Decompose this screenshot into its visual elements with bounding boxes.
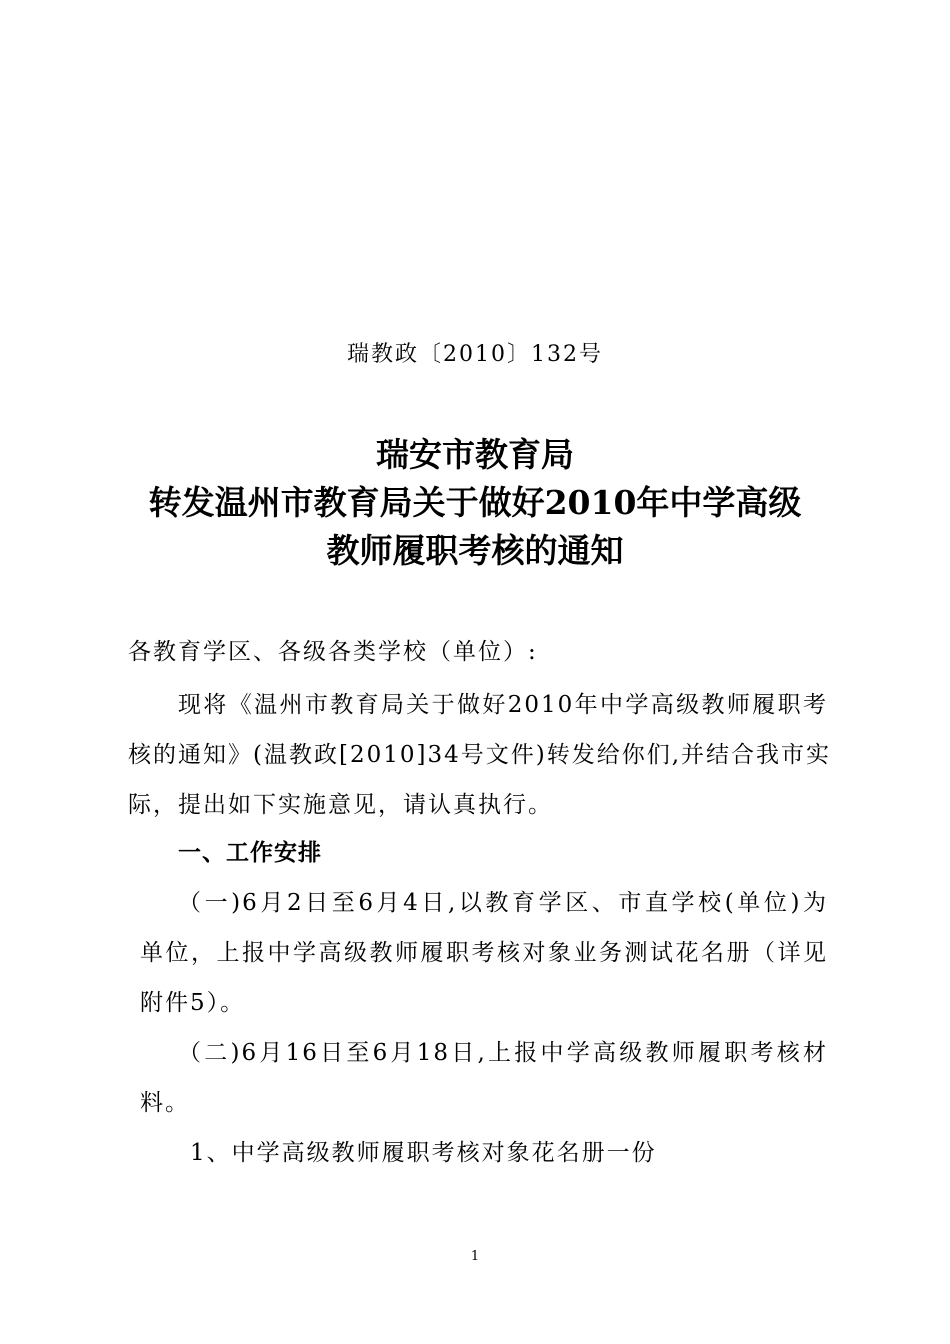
item-1-line-3: 附件5）。	[140, 990, 246, 1016]
page-number: 1	[470, 1249, 480, 1264]
intro-line-2: 核的通知》(温教政[2010]34号文件)转发给你们,并结合我市实	[128, 742, 832, 768]
section-heading-1: 一、工作安排	[178, 839, 322, 866]
intro-line-3: 际，提出如下实施意见，请认真执行。	[128, 792, 553, 818]
title-line-2: 转发温州市教育局关于做好2010年中学高级	[148, 483, 802, 522]
item-1-line-2: 单位，上报中学高级教师履职考核对象业务测试花名册（详见	[140, 940, 828, 966]
item-1-line-1: （一)6月2日至6月4日,以教育学区、市直学校(单位)为	[178, 890, 828, 916]
intro-line-1: 现将《温州市教育局关于做好2010年中学高级教师履职考	[178, 692, 828, 718]
item-2-line-1: （二)6月16日至6月18日,上报中学高级教师履职考核材	[178, 1040, 828, 1066]
title-line-1: 瑞安市教育局	[376, 435, 574, 474]
item-2-line-2: 料。	[140, 1090, 190, 1116]
document-number: 瑞教政〔2010〕132号	[347, 342, 603, 367]
title-line-3: 教师履职考核的通知	[326, 531, 624, 570]
subitem-1: 1、中学高级教师履职考核对象花名册一份	[190, 1140, 657, 1166]
salutation: 各教育学区、各级各类学校（单位）:	[128, 639, 538, 665]
